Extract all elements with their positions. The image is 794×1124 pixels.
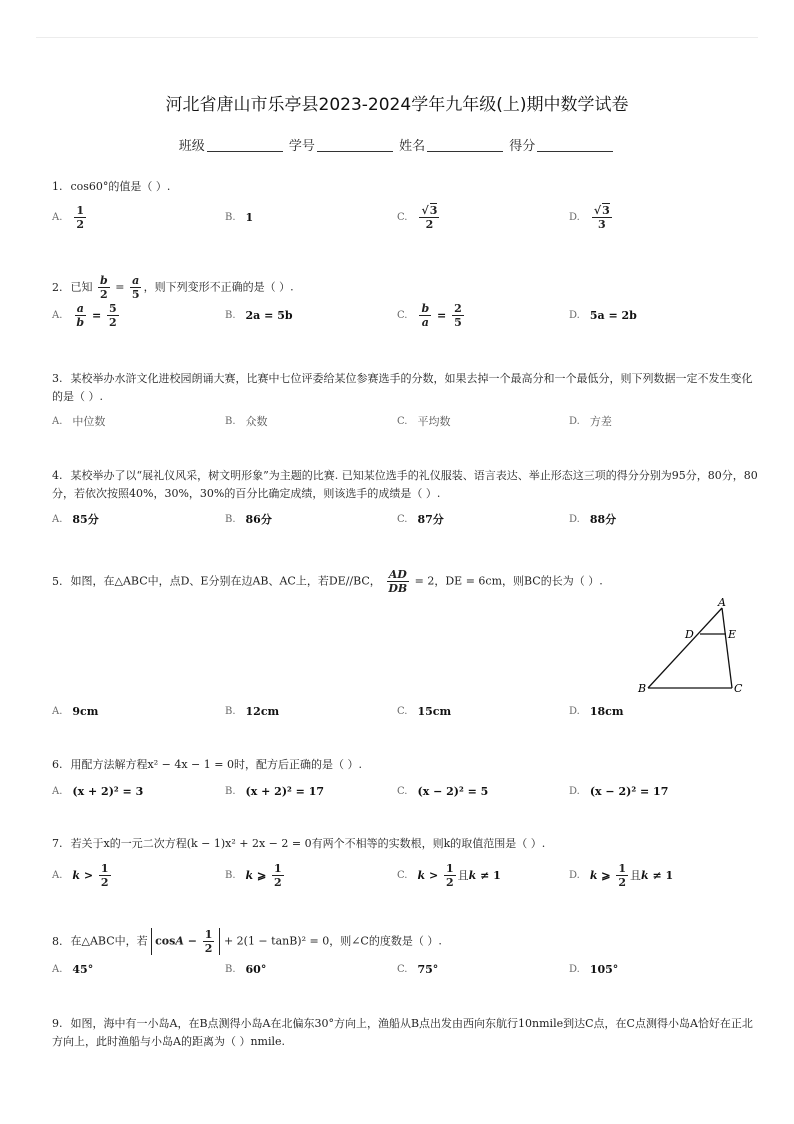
side-ac bbox=[722, 608, 732, 688]
question-4-options bbox=[52, 502, 752, 536]
label-b: B bbox=[638, 682, 647, 695]
option-c[interactable] bbox=[397, 200, 441, 234]
option-d[interactable] bbox=[569, 952, 618, 986]
fraction: $\frac{1}{2}$ bbox=[76, 203, 85, 231]
fraction: $\frac{b}{2}$ bbox=[100, 274, 108, 301]
option-label: C. bbox=[397, 785, 408, 797]
triangle-figure bbox=[636, 596, 756, 696]
option-b[interactable] bbox=[225, 502, 272, 536]
option-b[interactable] bbox=[225, 952, 266, 986]
option-a[interactable] bbox=[52, 774, 143, 808]
name-blank[interactable] bbox=[427, 139, 503, 152]
option-value: 5a = 2b bbox=[589, 308, 637, 322]
option-label: C. bbox=[397, 513, 408, 525]
question-number: 5. bbox=[52, 574, 63, 588]
question-number: 2. bbox=[52, 280, 63, 294]
question-number: 1. bbox=[52, 180, 63, 193]
question-text-post: = 2，DE = 6cm，则BC的长为（ ）. bbox=[414, 574, 603, 588]
option-c[interactable] bbox=[397, 694, 451, 728]
option-c[interactable]: C. k > $\frac{1}{2}$ 且 k ≠ 1 bbox=[397, 861, 501, 889]
option-label: C. bbox=[397, 869, 408, 881]
option-a[interactable] bbox=[52, 694, 98, 728]
question-number: 4. bbox=[52, 469, 63, 482]
question-number: 9. bbox=[52, 1017, 63, 1030]
option-label: D. bbox=[569, 513, 580, 525]
option-value: 平均数 bbox=[417, 415, 451, 428]
question-text: 如图，海中有一小岛A，在B点测得小岛A在北偏东30°方向上，渔船从B点出发由西向东航行10nmile到达C点，在C点测得小岛A恰好在正北方向上，此时渔船与小岛A的距离为（ ）nmile. bbox=[52, 1017, 753, 1048]
option-b[interactable] bbox=[225, 404, 268, 438]
question-5 bbox=[52, 568, 758, 595]
id-label: 学号 bbox=[288, 139, 315, 154]
option-label: A. bbox=[52, 705, 63, 717]
option-value: 86分 bbox=[245, 513, 272, 526]
option-label: A. bbox=[52, 963, 63, 975]
question-text-post: ，则下列变形不正确的是（ ）. bbox=[143, 280, 294, 294]
option-label: D. bbox=[569, 415, 580, 427]
question-text: 某校举办水浒文化进校园朗诵大赛，比赛中七位评委给某位参赛选手的分数，如果去掉一个最高分和一个最低分，则下列数据一定不发生变化的是（ ）. bbox=[52, 372, 753, 403]
option-value: 60° bbox=[245, 962, 267, 976]
question-text: 若关于x的一元二次方程(k − 1)x² + 2x − 2 = 0有两个不相等的实数根，则k的取值范围是（ ）. bbox=[70, 837, 546, 850]
option-label: B. bbox=[225, 211, 236, 223]
question-5-options bbox=[52, 694, 752, 728]
absolute-value-expression: cosA − $\frac{1}{2}$ bbox=[151, 928, 220, 955]
question-text-pre: 在△ABC中，若 bbox=[70, 934, 148, 948]
question-number: 8. bbox=[52, 934, 63, 948]
fraction: $\frac{√3}{3}$ bbox=[593, 203, 610, 231]
option-label: C. bbox=[397, 415, 408, 427]
option-c[interactable] bbox=[397, 404, 450, 438]
option-label: A. bbox=[52, 211, 63, 223]
question-7 bbox=[52, 835, 758, 853]
option-value: 18cm bbox=[589, 704, 624, 718]
option-value: 众数 bbox=[245, 415, 268, 428]
option-value: 15cm bbox=[417, 704, 452, 718]
option-label: A. bbox=[52, 309, 63, 321]
question-1 bbox=[52, 178, 758, 196]
option-d[interactable]: D. k ⩾ $\frac{1}{2}$ 且 k ≠ 1 bbox=[569, 861, 674, 889]
option-a[interactable] bbox=[52, 404, 105, 438]
question-6 bbox=[52, 756, 758, 774]
option-label: D. bbox=[569, 963, 580, 975]
question-9 bbox=[52, 1015, 758, 1051]
option-value: 9cm bbox=[72, 704, 99, 718]
option-value: 12cm bbox=[245, 704, 280, 718]
option-value: 87分 bbox=[417, 513, 444, 526]
option-label: D. bbox=[569, 869, 580, 881]
option-c[interactable] bbox=[397, 502, 444, 536]
option-label: B. bbox=[225, 309, 236, 321]
option-value: (x − 2)² = 17 bbox=[589, 784, 669, 798]
option-d[interactable] bbox=[569, 694, 624, 728]
option-value: 88分 bbox=[589, 513, 617, 526]
score-label: 得分 bbox=[509, 139, 536, 154]
option-a[interactable]: A. k > $\frac{1}{2}$ bbox=[52, 861, 109, 889]
option-label: A. bbox=[52, 513, 63, 525]
class-blank[interactable] bbox=[207, 139, 283, 152]
option-d[interactable] bbox=[569, 404, 612, 438]
option-b[interactable] bbox=[225, 694, 279, 728]
option-b[interactable] bbox=[225, 200, 253, 234]
option-label: D. bbox=[569, 211, 580, 223]
question-text-pre: 已知 bbox=[70, 280, 93, 294]
option-label: D. bbox=[569, 705, 580, 717]
option-value: (x + 2)² = 3 bbox=[72, 784, 144, 798]
question-text-post: + 2(1 − tanB)² = 0，则∠C的度数是（ ）. bbox=[223, 934, 442, 948]
option-value: 方差 bbox=[589, 415, 612, 428]
name-label: 姓名 bbox=[399, 139, 426, 154]
option-a[interactable] bbox=[52, 502, 99, 536]
option-b[interactable] bbox=[225, 298, 293, 332]
id-blank[interactable] bbox=[317, 139, 393, 152]
question-2: 2. 已知 $\frac{b}{2}$ = $\frac{a}{5}$ ，则下列变形不正确的是（ ）. bbox=[52, 274, 294, 301]
option-value: 2a = 5b bbox=[245, 308, 293, 322]
question-2-options bbox=[52, 298, 752, 332]
option-label: A. bbox=[52, 415, 63, 427]
option-c[interactable] bbox=[397, 774, 488, 808]
option-a[interactable]: A. $\frac{a}{b}$ = $\frac{5}{2}$ bbox=[52, 301, 117, 329]
side-ab bbox=[648, 608, 722, 688]
class-label: 班级 bbox=[178, 139, 205, 154]
option-label: D. bbox=[569, 785, 580, 797]
label-a: A bbox=[718, 596, 726, 609]
label-d: D bbox=[685, 628, 694, 641]
option-value: 85分 bbox=[72, 513, 99, 526]
option-a[interactable] bbox=[52, 952, 93, 986]
option-label: B. bbox=[225, 705, 236, 717]
question-8 bbox=[52, 928, 758, 955]
question-text: 用配方法解方程x² − 4x − 1 = 0时，配方后正确的是（ ）. bbox=[70, 758, 362, 771]
option-value: 中位数 bbox=[72, 415, 106, 428]
option-c[interactable]: C. $\frac{b}{a}$ = $\frac{2}{5}$ bbox=[397, 301, 462, 329]
fraction: $\frac{√3}{2}$ bbox=[421, 203, 438, 231]
option-label: C. bbox=[397, 705, 408, 717]
question-4 bbox=[52, 467, 758, 503]
question-1-options bbox=[52, 200, 752, 234]
question-3 bbox=[52, 370, 758, 406]
question-text-pre: 如图，在△ABC中，点D、E分别在边AB、AC上，若DE//BC， bbox=[70, 574, 381, 588]
option-b[interactable]: B. k ⩾ $\frac{1}{2}$ bbox=[225, 861, 282, 889]
fraction: $\frac{a}{5}$ bbox=[131, 274, 140, 301]
option-label: A. bbox=[52, 785, 63, 797]
option-label: B. bbox=[225, 963, 236, 975]
option-label: B. bbox=[225, 415, 236, 427]
header-divider bbox=[36, 37, 758, 38]
question-8-options bbox=[52, 952, 752, 986]
option-b[interactable] bbox=[225, 774, 324, 808]
option-d[interactable] bbox=[569, 502, 616, 536]
question-6-options bbox=[52, 774, 752, 808]
question-7-options bbox=[52, 858, 752, 892]
option-label: C. bbox=[397, 211, 408, 223]
student-info-row bbox=[0, 135, 794, 154]
score-blank[interactable] bbox=[537, 139, 613, 152]
option-value: 45° bbox=[72, 962, 94, 976]
option-label: B. bbox=[225, 785, 236, 797]
option-label: C. bbox=[397, 309, 408, 321]
option-a[interactable] bbox=[52, 200, 88, 234]
question-text: cos60°的值是（ ）. bbox=[70, 180, 171, 193]
option-label: B. bbox=[225, 513, 236, 525]
option-label: D. bbox=[569, 309, 580, 321]
option-label: B. bbox=[225, 869, 236, 881]
option-d[interactable] bbox=[569, 200, 614, 234]
option-c[interactable] bbox=[397, 952, 438, 986]
option-d[interactable] bbox=[569, 774, 668, 808]
option-label: A. bbox=[52, 869, 63, 881]
question-number: 6. bbox=[52, 758, 63, 771]
fraction: $\frac{AD}{DB}$ bbox=[388, 568, 408, 595]
label-c: C bbox=[734, 682, 743, 695]
question-number: 7. bbox=[52, 837, 63, 850]
page-title: 河北省唐山市乐亭县2023-2024学年九年级(上)期中数学试卷 bbox=[165, 95, 629, 115]
option-value: (x + 2)² = 17 bbox=[245, 784, 325, 798]
question-text: 某校举办了以“展礼仪风采，树文明形象”为主题的比赛. 已知某位选手的礼仪服装、语言表达、举止形态这三项的得分分别为95分，80分，80分，若依次按照40%，30%，30%的百分比确定成绩，则该选手的成绩是（ ）. bbox=[52, 469, 758, 500]
option-value: 1 bbox=[245, 210, 254, 224]
label-e: E bbox=[728, 628, 737, 641]
option-label: C. bbox=[397, 963, 408, 975]
option-value: (x − 2)² = 5 bbox=[417, 784, 489, 798]
option-d[interactable] bbox=[569, 298, 637, 332]
option-value: 105° bbox=[589, 962, 619, 976]
question-number: 3. bbox=[52, 372, 63, 385]
option-value: 75° bbox=[417, 962, 439, 976]
question-3-options bbox=[52, 404, 752, 438]
